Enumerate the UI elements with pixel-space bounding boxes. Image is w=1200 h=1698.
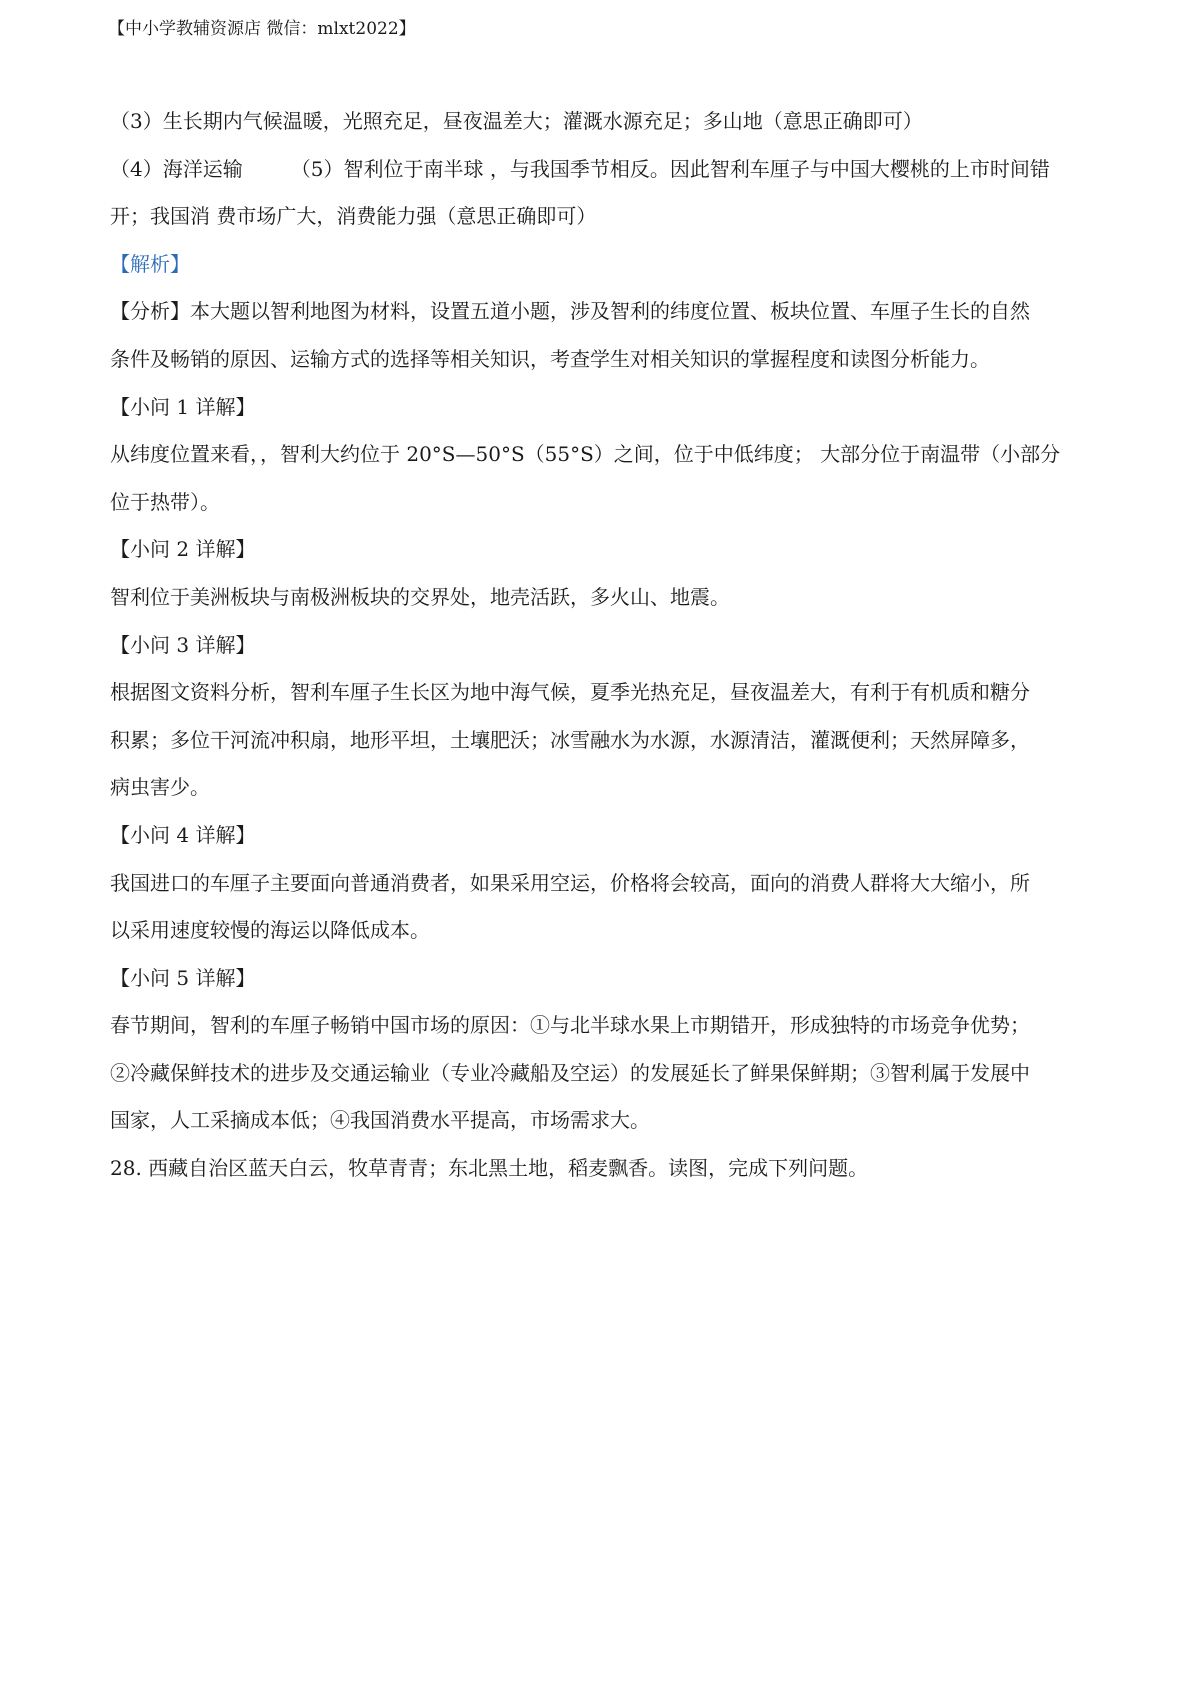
q3-line-1: 根据图文资料分析，智利车厘子生长区为地中海气候，夏季光热充足，昼夜温差大，有利于有机质和糖分 <box>110 680 1030 705</box>
q4-line-1: 我国进口的车厘子主要面向普通消费者，如果采用空运，价格将会较高，面向的消费人群将大大缩小，所 <box>110 870 1030 895</box>
q3-line-2: 积累；多位干河流冲积扇，地形平坦，土壤肥沃；冰雪融水为水源，水源清洁，灌溉便利；天然屏障多， <box>110 727 1030 752</box>
q2-line-1: 智利位于美洲板块与南极洲板块的交界处，地壳活跃，多火山、地震。 <box>110 584 730 609</box>
page-header: 【中小学教辅资源店 微信：mlxt2022】 <box>108 19 416 39</box>
analysis-heading: 【解析】 <box>110 251 190 276</box>
q4-line-2: 以采用速度较慢的海运以降低成本。 <box>110 918 430 943</box>
q5-line-1: 春节期间，智利的车厘子畅销中国市场的原因：①与北半球水果上市期错开，形成独特的市场竞争优势； <box>110 1013 1030 1038</box>
answer-5-line-2: 开；我国消 费市场广大，消费能力强（意思正确即可） <box>110 204 597 229</box>
q3-heading: 【小问 3 详解】 <box>110 632 256 657</box>
q1-line-1: 从纬度位置来看，，智利大约位于 20°S—50°S（55°S）之间，位于中低纬度； 大部分位于南温带（小部分 <box>110 442 1061 467</box>
q1-line-2: 位于热带）。 <box>110 489 220 514</box>
question-28: 28. 西藏自治区蓝天白云，牧草青青；东北黑土地，稻麦飘香。读图，完成下列问题。 <box>110 1156 869 1181</box>
answer-4-5-line-1 <box>110 146 1100 194</box>
q3-line-3: 病虫害少。 <box>110 775 210 800</box>
q5-heading: 【小问 5 详解】 <box>110 965 256 990</box>
q5-line-3: 国家，人工采摘成本低；④我国消费水平提高，市场需求大。 <box>110 1108 650 1133</box>
q1-heading: 【小问 1 详解】 <box>110 394 256 419</box>
document-body <box>110 98 1100 1193</box>
q2-heading: 【小问 2 详解】 <box>110 537 256 562</box>
answer-5-part-1: （5）智利位于南半球 ，与我国季节相反。因此智利车厘子与中国大樱桃的上市时间错 <box>290 156 1050 181</box>
answer-4: （4）海洋运输 <box>110 156 243 181</box>
q5-line-2: ②冷藏保鲜技术的进步及交通运输业（专业冷藏船及空运）的发展延长了鲜果保鲜期；③智利属于发展中 <box>110 1060 1030 1085</box>
fenxi-line-2: 条件及畅销的原因、运输方式的选择等相关知识，考查学生对相关知识的掌握程度和读图分析能力。 <box>110 346 990 371</box>
q4-heading: 【小问 4 详解】 <box>110 822 256 847</box>
fenxi-line-1: 【分析】本大题以智利地图为材料，设置五道小题，涉及智利的纬度位置、板块位置、车厘子生长的自然 <box>110 299 1030 324</box>
answer-3: （3）生长期内气候温暖，光照充足，昼夜温差大；灌溉水源充足；多山地（意思正确即可） <box>110 109 923 133</box>
